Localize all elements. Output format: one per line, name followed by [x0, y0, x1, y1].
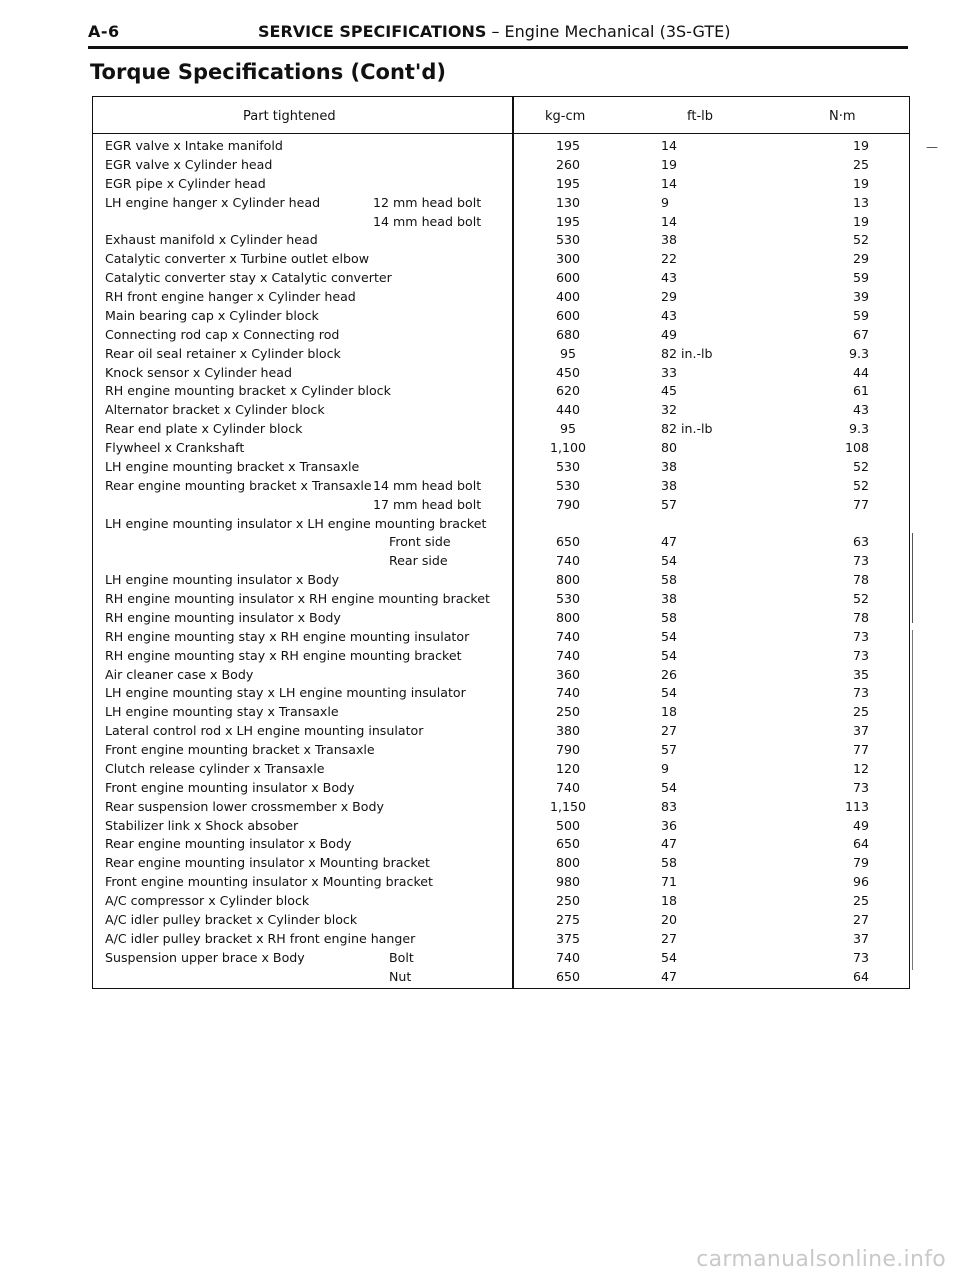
part-name-cell: Rear end plate x Cylinder block: [105, 421, 303, 437]
table-row: [93, 703, 909, 722]
page-header: [88, 22, 908, 49]
ftlb-cell: 47: [661, 836, 678, 852]
ftlb-cell: 54: [661, 779, 678, 795]
ftlb-cell: 47: [661, 968, 678, 984]
part-name-cell: RH engine mounting stay x RH engine mounting bracket: [105, 647, 462, 663]
nm-cell: 78: [852, 572, 869, 588]
nm-cell: 67: [852, 326, 869, 342]
part-name-cell: EGR valve x Intake manifold: [105, 138, 283, 153]
nm-cell: 52: [852, 232, 869, 248]
ftlb-cell: 47: [661, 534, 678, 550]
kgcm-cell: 440: [555, 402, 581, 418]
kgcm-cell: 300: [555, 251, 581, 267]
part-name-cell: LH engine mounting insulator x Body: [105, 572, 340, 588]
part-detail-cell: Rear side: [389, 553, 448, 569]
torque-spec-table: [92, 96, 910, 989]
part-detail-cell: 14 mm head bolt: [373, 213, 482, 229]
part-name-cell: RH engine mounting insulator x Body: [105, 609, 341, 625]
kgcm-cell: 195: [555, 213, 581, 229]
table-row: [93, 968, 909, 987]
nm-cell: 12: [852, 760, 869, 776]
ftlb-cell: 38: [661, 477, 678, 493]
ftlb-cell: 29: [661, 289, 678, 304]
part-name-cell: Catalytic converter x Turbine outlet elbow: [105, 251, 370, 267]
part-name-cell: A/C idler pulley bracket x RH front engine hanger: [105, 930, 416, 946]
part-name-cell: Lateral control rod x LH engine mounting insulator: [105, 723, 424, 739]
page-number: A-6: [88, 22, 120, 41]
table-row: [93, 250, 909, 269]
part-name-cell: Rear oil seal retainer x Cylinder block: [105, 345, 341, 361]
part-name-cell: LH engine mounting insulator x LH engine mounting bracket: [105, 515, 487, 531]
nm-cell: 43: [852, 402, 869, 418]
ftlb-cell: 57: [661, 496, 678, 512]
table-row: [93, 854, 909, 873]
table-row: [93, 779, 909, 798]
kgcm-cell: 740: [555, 949, 581, 965]
kgcm-cell: 980: [555, 874, 581, 890]
ftlb-cell: 58: [661, 572, 678, 588]
ftlb-cell: 18: [661, 893, 678, 908]
kgcm-cell: 450: [555, 364, 581, 380]
table-row: [93, 873, 909, 892]
header-title: [258, 22, 730, 41]
part-name-cell: Front engine mounting bracket x Transaxle: [105, 742, 375, 757]
margin-mark: —: [926, 140, 938, 154]
ftlb-cell: 54: [661, 647, 678, 663]
kgcm-cell: 790: [555, 742, 581, 757]
kgcm-cell: 800: [555, 855, 581, 871]
table-row: [93, 307, 909, 326]
kgcm-cell: 740: [555, 685, 581, 701]
part-detail-cell: Nut: [389, 968, 412, 984]
ftlb-cell: 38: [661, 232, 678, 248]
kgcm-cell: 195: [555, 138, 581, 153]
nm-cell: 77: [852, 496, 869, 512]
table-row: [93, 628, 909, 647]
kgcm-cell: 500: [555, 817, 581, 833]
nm-cell: 44: [852, 364, 869, 380]
table-row: [93, 911, 909, 930]
ftlb-cell: 14: [661, 138, 678, 153]
table-row: [93, 835, 909, 854]
kgcm-cell: 250: [555, 704, 581, 720]
ftlb-cell: 32: [661, 402, 678, 418]
part-name-cell: Rear engine mounting insulator x Mounting bracket: [105, 855, 430, 871]
part-name-cell: Flywheel x Crankshaft: [105, 440, 245, 455]
part-name-cell: A/C idler pulley bracket x Cylinder block: [105, 911, 358, 927]
part-name-cell: Knock sensor x Cylinder head: [105, 364, 292, 380]
part-detail-cell: Front side: [389, 534, 451, 550]
table-row: [93, 326, 909, 345]
nm-cell: 19: [852, 213, 869, 229]
nm-cell: 19: [852, 175, 869, 191]
nm-cell: 37: [852, 930, 869, 946]
table-row: [93, 609, 909, 628]
kgcm-cell: 1,100: [549, 440, 587, 455]
table-row: [93, 137, 909, 156]
ftlb-cell: 38: [661, 458, 678, 474]
part-name-cell: A/C compressor x Cylinder block: [105, 893, 310, 908]
nm-cell: 73: [852, 949, 869, 965]
nm-cell: 96: [852, 874, 869, 890]
table-row: [93, 269, 909, 288]
nm-cell: 64: [852, 836, 869, 852]
table-row: [93, 458, 909, 477]
part-name-cell: Connecting rod cap x Connecting rod: [105, 326, 340, 342]
ftlb-cell: 82 in.-lb: [661, 345, 713, 361]
kgcm-cell: 1,150: [549, 798, 587, 814]
table-row: [93, 439, 909, 458]
nm-cell: 79: [852, 855, 869, 871]
table-row: [93, 741, 909, 760]
kgcm-cell: 195: [555, 175, 581, 191]
table-row: [93, 533, 909, 552]
column-header-ftlb: ft-lb: [687, 109, 713, 124]
kgcm-cell: 800: [555, 609, 581, 625]
nm-cell: 59: [852, 270, 869, 286]
table-row: [93, 647, 909, 666]
nm-cell: 78: [852, 609, 869, 625]
ftlb-cell: 9: [661, 760, 670, 776]
part-name-cell: Rear suspension lower crossmember x Body: [105, 798, 384, 814]
table-row: [93, 213, 909, 232]
part-detail-cell: 14 mm head bolt: [373, 477, 482, 493]
table-row: [93, 156, 909, 175]
header-title-main: SERVICE SPECIFICATIONS: [258, 22, 487, 41]
table-row: [93, 798, 909, 817]
nm-cell: 108: [844, 440, 869, 455]
ftlb-cell: 9: [661, 194, 670, 210]
table-row: [93, 684, 909, 703]
ftlb-cell: 54: [661, 628, 678, 644]
kgcm-cell: 120: [555, 760, 581, 776]
ftlb-cell: 33: [661, 364, 678, 380]
kgcm-cell: 650: [555, 968, 581, 984]
table-row: [93, 949, 909, 968]
nm-cell: 77: [852, 742, 869, 757]
kgcm-cell: 275: [555, 911, 581, 927]
ftlb-cell: 14: [661, 175, 678, 191]
margin-rule: [912, 630, 913, 970]
kgcm-cell: 740: [555, 647, 581, 663]
part-name-cell: LH engine mounting bracket x Transaxle: [105, 458, 360, 474]
table-row: [93, 477, 909, 496]
table-row: [93, 175, 909, 194]
ftlb-cell: 27: [661, 723, 678, 739]
kgcm-cell: 740: [555, 553, 581, 569]
nm-cell: 39: [852, 289, 869, 304]
ftlb-cell: 38: [661, 591, 678, 606]
kgcm-cell: 620: [555, 383, 581, 399]
nm-cell: 9.3: [848, 345, 869, 361]
part-name-cell: LH engine mounting stay x Transaxle: [105, 704, 339, 720]
table-row: [93, 288, 909, 307]
kgcm-cell: 600: [555, 270, 581, 286]
table-row: [93, 364, 909, 383]
ftlb-cell: 54: [661, 685, 678, 701]
ftlb-cell: 71: [661, 874, 678, 890]
nm-cell: 9.3: [848, 421, 869, 437]
part-name-cell: Clutch release cylinder x Transaxle: [105, 760, 325, 776]
kgcm-cell: 530: [555, 232, 581, 248]
kgcm-cell: 530: [555, 591, 581, 606]
table-row: [93, 231, 909, 250]
kgcm-cell: 375: [555, 930, 581, 946]
kgcm-cell: 530: [555, 477, 581, 493]
part-name-cell: LH engine mounting stay x LH engine mounting insulator: [105, 685, 466, 701]
column-header-kgcm: kg-cm: [545, 109, 586, 124]
nm-cell: 63: [852, 534, 869, 550]
kgcm-cell: 530: [555, 458, 581, 474]
table-row: [93, 496, 909, 515]
ftlb-cell: 14: [661, 213, 678, 229]
table-row: [93, 382, 909, 401]
nm-cell: 19: [852, 138, 869, 153]
part-name-cell: Rear engine mounting insulator x Body: [105, 836, 352, 852]
ftlb-cell: 58: [661, 855, 678, 871]
nm-cell: 35: [852, 666, 869, 682]
table-row: [93, 515, 909, 534]
table-row: [93, 420, 909, 439]
ftlb-cell: 18: [661, 704, 678, 720]
part-name-cell: Air cleaner case x Body: [105, 666, 254, 682]
nm-cell: 52: [852, 458, 869, 474]
nm-cell: 113: [844, 798, 869, 814]
header-title-sub: Engine Mechanical (3S-GTE): [504, 22, 731, 41]
ftlb-cell: 27: [661, 930, 678, 946]
nm-cell: 52: [852, 591, 869, 606]
nm-cell: 64: [852, 968, 869, 984]
table-row: [93, 930, 909, 949]
column-header-nm: N·m: [829, 109, 856, 124]
kgcm-cell: 360: [555, 666, 581, 682]
part-name-cell: Main bearing cap x Cylinder block: [105, 307, 319, 323]
margin-rule: [912, 533, 913, 623]
ftlb-cell: 54: [661, 949, 678, 965]
ftlb-cell: 54: [661, 553, 678, 569]
table-row: [93, 892, 909, 911]
ftlb-cell: 43: [661, 307, 678, 323]
kgcm-cell: 650: [555, 836, 581, 852]
footer-watermark: carmanualsonline.info: [696, 1247, 946, 1272]
table-row: [93, 552, 909, 571]
column-header-part: Part tightened: [243, 109, 336, 124]
ftlb-cell: 82 in.-lb: [661, 421, 713, 437]
nm-cell: 59: [852, 307, 869, 323]
kgcm-cell: 790: [555, 496, 581, 512]
part-name-cell: RH engine mounting stay x RH engine mounting insulator: [105, 628, 470, 644]
nm-cell: 73: [852, 779, 869, 795]
nm-cell: 25: [852, 704, 869, 720]
table-row: [93, 401, 909, 420]
part-name-cell: Front engine mounting insulator x Body: [105, 779, 355, 795]
nm-cell: 25: [852, 156, 869, 172]
ftlb-cell: 58: [661, 609, 678, 625]
ftlb-cell: 43: [661, 270, 678, 286]
nm-cell: 29: [852, 251, 869, 267]
nm-cell: 25: [852, 893, 869, 908]
part-detail-cell: 17 mm head bolt: [373, 496, 482, 512]
part-name-cell: EGR pipe x Cylinder head: [105, 175, 266, 191]
ftlb-cell: 26: [661, 666, 678, 682]
ftlb-cell: 22: [661, 251, 678, 267]
table-row: [93, 345, 909, 364]
table-row: [93, 571, 909, 590]
part-name-cell: RH front engine hanger x Cylinder head: [105, 289, 356, 304]
kgcm-cell: 95: [559, 345, 577, 361]
ftlb-cell: 57: [661, 742, 678, 757]
part-detail-cell: 12 mm head bolt: [373, 194, 482, 210]
nm-cell: 37: [852, 723, 869, 739]
nm-cell: 73: [852, 685, 869, 701]
table-row: [93, 817, 909, 836]
nm-cell: 73: [852, 628, 869, 644]
ftlb-cell: 49: [661, 326, 678, 342]
part-name-cell: Rear engine mounting bracket x Transaxle: [105, 477, 372, 493]
ftlb-cell: 83: [661, 798, 678, 814]
kgcm-cell: 600: [555, 307, 581, 323]
part-name-cell: Exhaust manifold x Cylinder head: [105, 232, 318, 248]
nm-cell: 61: [852, 383, 869, 399]
nm-cell: 73: [852, 647, 869, 663]
ftlb-cell: 80: [661, 440, 678, 455]
table-body: [93, 137, 909, 986]
table-header: [93, 97, 909, 134]
table-row: [93, 666, 909, 685]
table-row: [93, 722, 909, 741]
ftlb-cell: 19: [661, 156, 678, 172]
header-title-separator: –: [486, 22, 505, 41]
ftlb-cell: 20: [661, 911, 678, 927]
table-row: [93, 194, 909, 213]
table-row: [93, 760, 909, 779]
part-name-cell: Stabilizer link x Shock absober: [105, 817, 299, 833]
table-row: [93, 590, 909, 609]
part-name-cell: RH engine mounting bracket x Cylinder block: [105, 383, 391, 399]
part-name-cell: Catalytic converter stay x Catalytic converter: [105, 270, 392, 286]
kgcm-cell: 400: [555, 289, 581, 304]
kgcm-cell: 650: [555, 534, 581, 550]
part-name-cell: Suspension upper brace x Body: [105, 949, 305, 965]
nm-cell: 73: [852, 553, 869, 569]
part-detail-cell: Bolt: [389, 949, 414, 965]
kgcm-cell: 680: [555, 326, 581, 342]
section-title: Torque Specifications (Cont'd): [90, 60, 446, 84]
kgcm-cell: 800: [555, 572, 581, 588]
part-name-cell: EGR valve x Cylinder head: [105, 156, 273, 172]
part-name-cell: RH engine mounting insulator x RH engine mounting bracket: [105, 591, 490, 606]
kgcm-cell: 95: [559, 421, 577, 437]
kgcm-cell: 250: [555, 893, 581, 908]
kgcm-cell: 260: [555, 156, 581, 172]
kgcm-cell: 740: [555, 779, 581, 795]
kgcm-cell: 380: [555, 723, 581, 739]
ftlb-cell: 45: [661, 383, 678, 399]
nm-cell: 27: [852, 911, 869, 927]
nm-cell: 13: [852, 194, 869, 210]
part-name-cell: LH engine hanger x Cylinder head: [105, 194, 321, 210]
nm-cell: 52: [852, 477, 869, 493]
ftlb-cell: 36: [661, 817, 678, 833]
part-name-cell: Alternator bracket x Cylinder block: [105, 402, 325, 418]
part-name-cell: Front engine mounting insulator x Mounting bracket: [105, 874, 433, 890]
kgcm-cell: 130: [555, 194, 581, 210]
nm-cell: 49: [852, 817, 869, 833]
kgcm-cell: 740: [555, 628, 581, 644]
